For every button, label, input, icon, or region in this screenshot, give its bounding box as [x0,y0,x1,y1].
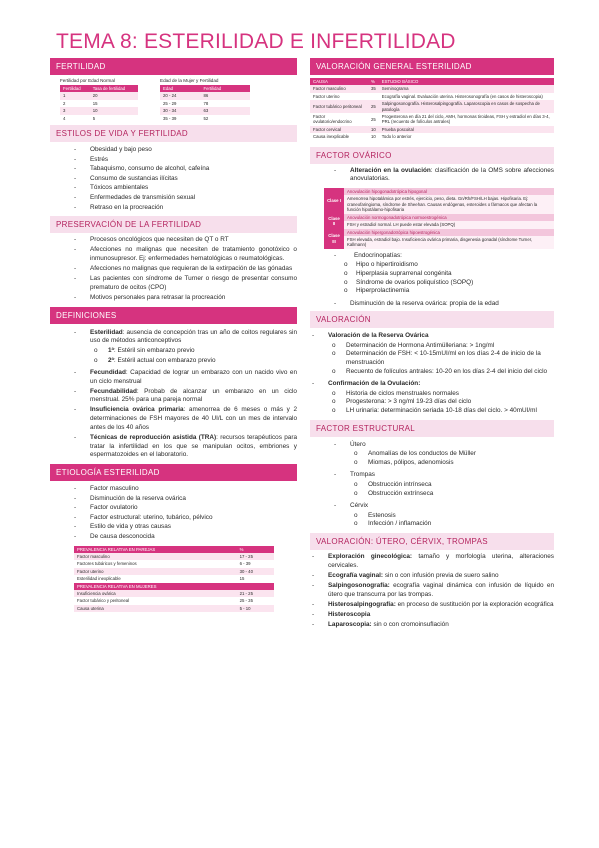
definiciones-list [50,329,297,460]
list-item: - Factor masculino [50,484,297,494]
definition-text: : Probab de alcanzar un embarazo en un ciclo menstrual. 25% para una pareja normal [90,387,297,404]
fertility-table-2 [160,78,250,122]
definition-text: : Estéril sin embarazo previo [113,347,195,355]
class-body: FSH elevada, estradiol bajo. Insuficiencia ovárica primaria, disgenesia gonadal (síndrome Turner, Kallmann) [344,236,554,249]
table-cell: Factor masculino [310,85,368,92]
term: Salpingosonografía: [328,581,390,589]
definition-tra [50,434,297,460]
list-item [288,572,554,581]
table-cell: Progesterona en día 21 del ciclo, AMH, hormonas tiroideas, FSH y estradiol en días 3-4, PRL (recuento de folículos antrales) [379,113,554,126]
page-title: TEMA 8: ESTERILIDAD E INFERTILIDAD [56,30,456,53]
cervix-sublist [350,512,554,529]
section-heading-factor-ovarico: FACTOR OVÁRICO [310,147,554,164]
table-header: Edad [160,85,201,92]
list-item: - Factor ovulatorio [50,503,297,513]
list-item [310,501,554,529]
definition-esterilidad [50,329,297,366]
list-item: o LH urinaria: determinación seriada 10-18 días del ciclo. > 40mUI/ml [328,407,554,416]
list-item [90,347,297,356]
text: sin o con cromoinsuflación [371,620,449,628]
table-cell: 1 [60,92,90,99]
table-cell: 10 [368,126,379,133]
table-cell: Salpingosonografía. Histerosalpingografía. Laparoscopia en casos de sospecha de patología [379,100,554,113]
definition-fecundabilidad [50,388,297,405]
list-item: - Consumo de sustancias ilícitas [50,174,297,184]
definition-term: Insuficiencia ovárica primaria [90,406,184,414]
subheading: Cérvix [350,502,369,510]
left-column [50,58,297,612]
table-cell: 4 [60,115,90,122]
list-item: - Afecciones no malignas que necesiten de tratamiento gonotóxico o inmunosupresor. Ej: enfermedades hematológicas o reumatológicas. [50,246,297,263]
list-item [310,167,554,184]
section-heading-definiciones: DEFINICIONES [50,307,297,324]
table-header: PREVALENCIA RELATIVA EN MUJERES [74,583,274,590]
table-cell: Factor cervical [310,126,368,133]
oms-class-table [324,188,554,249]
list-item: - Estrés [50,155,297,165]
definition-text: : Estéril actual con embarazo previo [113,357,216,365]
table-cell: 10 [368,133,379,140]
term: Laparoscopia: [328,620,372,628]
definition-term: Técnicas de reproducción asistida (TRA) [90,433,217,441]
table-cell: 30 - 40 [237,568,274,575]
valoracion-general-table [310,78,554,141]
table-cell: 78 [201,100,251,107]
right-column [310,58,554,634]
etiologia-list [50,484,297,542]
trompas-sublist [350,481,554,498]
list-item [288,379,554,415]
list-item: o Estenosis [350,512,554,521]
section-heading-valoracion-utc: VALORACIÓN: ÚTERO, CÉRVIX, TROMPAS [310,533,554,550]
list-item: - Disminución de la reserva ovárica [50,494,297,504]
table-cell: 10 [90,107,138,114]
list-item [310,470,554,498]
subheading: Confirmación de la Ovulación: [328,380,421,388]
table-cell: 25 - 29 [160,100,201,107]
list-item: o Hiperprolactinemia [310,287,554,296]
valoracion-utc-list [288,553,554,630]
text: en proceso de sustitución por la exploración ecográfica [395,600,554,608]
table-cell: Factor masculino [74,553,237,560]
list-item: o Síndrome de ovarios poliquístico (SOPQ) [310,279,554,288]
list-item: - Procesos oncológicos que necesiten de QT o RT [50,236,297,245]
list-item: o Infección / inflamación [350,520,554,529]
text: : clasificación de la OMS sobre afecciones anovulatorias. [350,166,554,183]
list-item: - Factor estructural: uterino, tubárico, pélvico [50,513,297,523]
class-title: Anovulación hipergonadotrópica hipoestrogénica [344,229,554,236]
table-cell: Esterilidad inexplicable [74,575,237,582]
table-header: PREVALENCIA RELATIVA EN PAREJAS [74,546,237,553]
table-cell: 15 [237,575,274,582]
list-item [288,582,554,599]
subheading: Valoración de la Reserva Ovárica [328,332,429,340]
table-cell: 63 [201,107,251,114]
list-item: o Determinación de Hormona Antimülleriana: > 1ng/ml [328,342,554,351]
definition-insuficiencia [50,406,297,432]
table-cell: 86 [201,92,251,99]
table-cell: Insuficiencia ovárica [74,590,237,597]
term: Exploración ginecológica: [328,552,413,560]
definition-term: Fecundabilidad [90,387,137,395]
section-heading-preservacion: PRESERVACIÓN DE LA FERTILIDAD [50,216,297,233]
list-item: o Obstrucción intrínseca [350,481,554,490]
list-item: - Las pacientes con síndrome de Turner o riesgo de presentar consumo prematuro de ocitos (CPO) [50,275,297,292]
table-cell: 35 [368,85,379,92]
table-cell: 52 [201,115,251,122]
factor-ovarico-list [310,167,554,184]
term: Histerosalpingografía: [328,600,396,608]
term: Alteración en la ovulación [350,166,431,174]
table-header: Fertilidad [201,85,251,92]
list-item: o Anomalías de los conductos de Müller [350,450,554,459]
table-cell: 20 [90,92,138,99]
table-cell: Factor uterino [74,568,237,575]
list-item [288,621,554,630]
list-item: o Historia de ciclos menstruales normales [328,390,554,399]
section-heading-fertilidad: FERTILIDAD [50,58,297,75]
table-cell: 25 - 35 [237,597,274,604]
table-cell: 35 - 39 [160,115,201,122]
list-item: o Progesterona: > 3 ng/ml 19-23 días del ciclo [328,398,554,407]
table-cell: Factor tubárico peritoneal [310,100,368,113]
section-heading-etiologia: ETIOLOGÍA ESTERILIDAD [50,464,297,481]
list-item: o Miomas, pólipos, adenomiosis [350,459,554,468]
list-item: - Afecciones no malignas que requieran de la extirpación de las gónadas [50,265,297,274]
prevalencia-table [74,546,274,613]
estilos-list [50,145,297,212]
table-header: % [237,546,274,553]
class-body: FSH y estradiol normal. LH puede estar elevada (SOPQ) [344,221,554,228]
list-item: - De causa desconocida [50,532,297,542]
definition-term: Esterilidad [90,328,123,336]
table-cell: 21 - 25 [237,590,274,597]
table-cell: 3 [60,107,90,114]
ovulacion-sublist [328,390,554,416]
endocrinopatias-list [310,251,554,309]
definition-text: : amenorrea de 6 meses o más y 2 determinaciones de FSH mayores de 40 UI/L con un mes de intervalo antes de los 40 años [90,406,297,431]
table-header: Fertilidad [60,85,90,92]
class-label: Clase II [324,214,344,229]
definition-term: Fecundidad [90,368,126,376]
list-item: o Determinación de FSH: < 10-15mUI/ml en los días 2-4 de inicio de la menstruación [328,350,554,367]
table-cell: Prueba poscoital [379,126,554,133]
list-item: - Obesidad y bajo peso [50,145,297,155]
table-caption: Edad de la Mujer y Fertilidad [160,78,219,83]
table-cell: Factores tubáricos y femeninos [74,560,237,567]
table-cell: 25 [368,100,379,113]
text: ecografía vaginal dinámica con infusión de líquido en útero que transcurra por las trompas. [328,581,554,598]
table-cell: 5 [90,115,138,122]
list-item [288,601,554,610]
table-cell: Ecografía vaginal. Evaluación uterina. Histerosonografía (en casos de histeroscopia) [379,93,554,100]
table-cell: 15 [90,100,138,107]
definition-text: : recursos terapéuticos para tratar la infertilidad en los que se manipulan ocitos, embriones y espermatozoides en el laboratorio. [90,433,298,459]
list-item [288,331,554,376]
table-cell: 17 - 25 [237,553,274,560]
endocrinopatias-sublist [310,261,554,295]
table-cell: Causa uterina [74,605,237,612]
factor-estructural-list [310,440,554,529]
list-item [310,251,554,296]
list-item [288,611,554,620]
table-cell: Seminograma [379,85,554,92]
table-header: CAUSA [310,78,368,85]
table-header: ESTUDIO BÁSICO [379,78,554,85]
list-item: - Estilo de vida y otras causas [50,522,297,532]
definition-term: 2ª [108,357,114,365]
endocrinopatias-label: Endocrinopatías: [354,251,402,259]
list-item: - Tóxicos ambientales [50,183,297,193]
definition-term: 1ª [108,347,114,355]
class-body: Amenorrea hipotalámica por estrés, ejercicio, peso, dieta. Gn/Rh/FSH/LH bajas. Hipofisaria. Ej: craneofaringioma, síndrome de Sheehan. Causas endógenas, esteroides o fármacos que afectan la función hipotálamo-hipofisaria [344,195,554,213]
term: Histeroscopia [328,610,371,618]
list-item: - Disminución de la reserva ovárica: propia de la edad [310,299,554,309]
utero-sublist [350,450,554,467]
preservacion-list [50,236,297,302]
definition-text: : Capacidad de lograr un embarazo con un nacido vivo en un ciclo menstrual [90,368,297,385]
table-cell: Factor ovulatorio/endocrino [310,113,368,126]
definition-text: : ausencia de concepción tras un año de coitos regulares sin uso de métodos anticonceptivos [90,328,297,345]
list-item: o Hiperplasia suprarrenal congénita [310,270,554,279]
valoracion-list [288,331,554,415]
section-heading-valoracion: VALORACIÓN [310,311,554,328]
term: Ecografía vaginal: [328,571,384,579]
table-cell: Causa inexplicable [310,133,368,140]
class-title: Anovulación normogonadotrópica normoestrogénica [344,214,554,221]
text: sin o con infusión previa de suero salino [383,571,499,579]
table-cell: Todo lo anterior [379,133,554,140]
table-cell: 6 - 39 [237,560,274,567]
table-cell: 2 [60,100,90,107]
table-cell: 20 - 24 [160,92,201,99]
section-heading-valoracion-general: VALORACIÓN GENERAL ESTERILIDAD [310,58,554,75]
list-item [310,440,554,468]
list-item: o Obstrucción extrínseca [350,490,554,499]
table-header: Tasa de fertilidad [90,85,138,92]
table-cell [368,93,379,100]
esterilidad-sublist [90,347,297,366]
list-item [90,357,297,366]
list-item: - Motivos personales para retrasar la procreación [50,294,297,303]
table-caption: Fertilidad por Edad Normal [60,78,115,83]
list-item: o Recuento de folículos antrales: 10-20 en los días 2-4 del inicio del ciclo [328,368,554,377]
table-cell: 5 - 10 [237,605,274,612]
list-item: o Hipo o hipertiroidismo [310,261,554,270]
class-title: Anovulación hipogonadotrópica hipogonal [344,188,554,195]
text: tamaño y morfología uterina, alteraciones cervicales. [328,552,554,569]
table-header: % [368,78,379,85]
section-heading-estilos: ESTILOS DE VIDA Y FERTILIDAD [50,125,297,142]
table-cell: 25 [368,113,379,126]
class-label: Clase III [324,229,344,249]
table-cell: Factor tubárico y peritoneal [74,597,237,604]
list-item: - Tabaquismo, consumo de alcohol, cafeína [50,164,297,174]
list-item [288,553,554,570]
table-cell: Factor uterino [310,93,368,100]
fertility-tables [50,78,291,122]
fertility-table-1 [60,78,138,122]
definition-fecundidad [50,369,297,386]
list-item: - Retraso en la procreación [50,203,297,213]
table-cell: 30 - 34 [160,107,201,114]
list-item: - Enfermedades de transmisión sexual [50,193,297,203]
subheading: Útero [350,440,366,448]
reserva-sublist [328,342,554,376]
class-label: Clase I [324,188,344,214]
subheading: Trompas [350,471,375,479]
section-heading-factor-estructural: FACTOR ESTRUCTURAL [310,420,554,437]
